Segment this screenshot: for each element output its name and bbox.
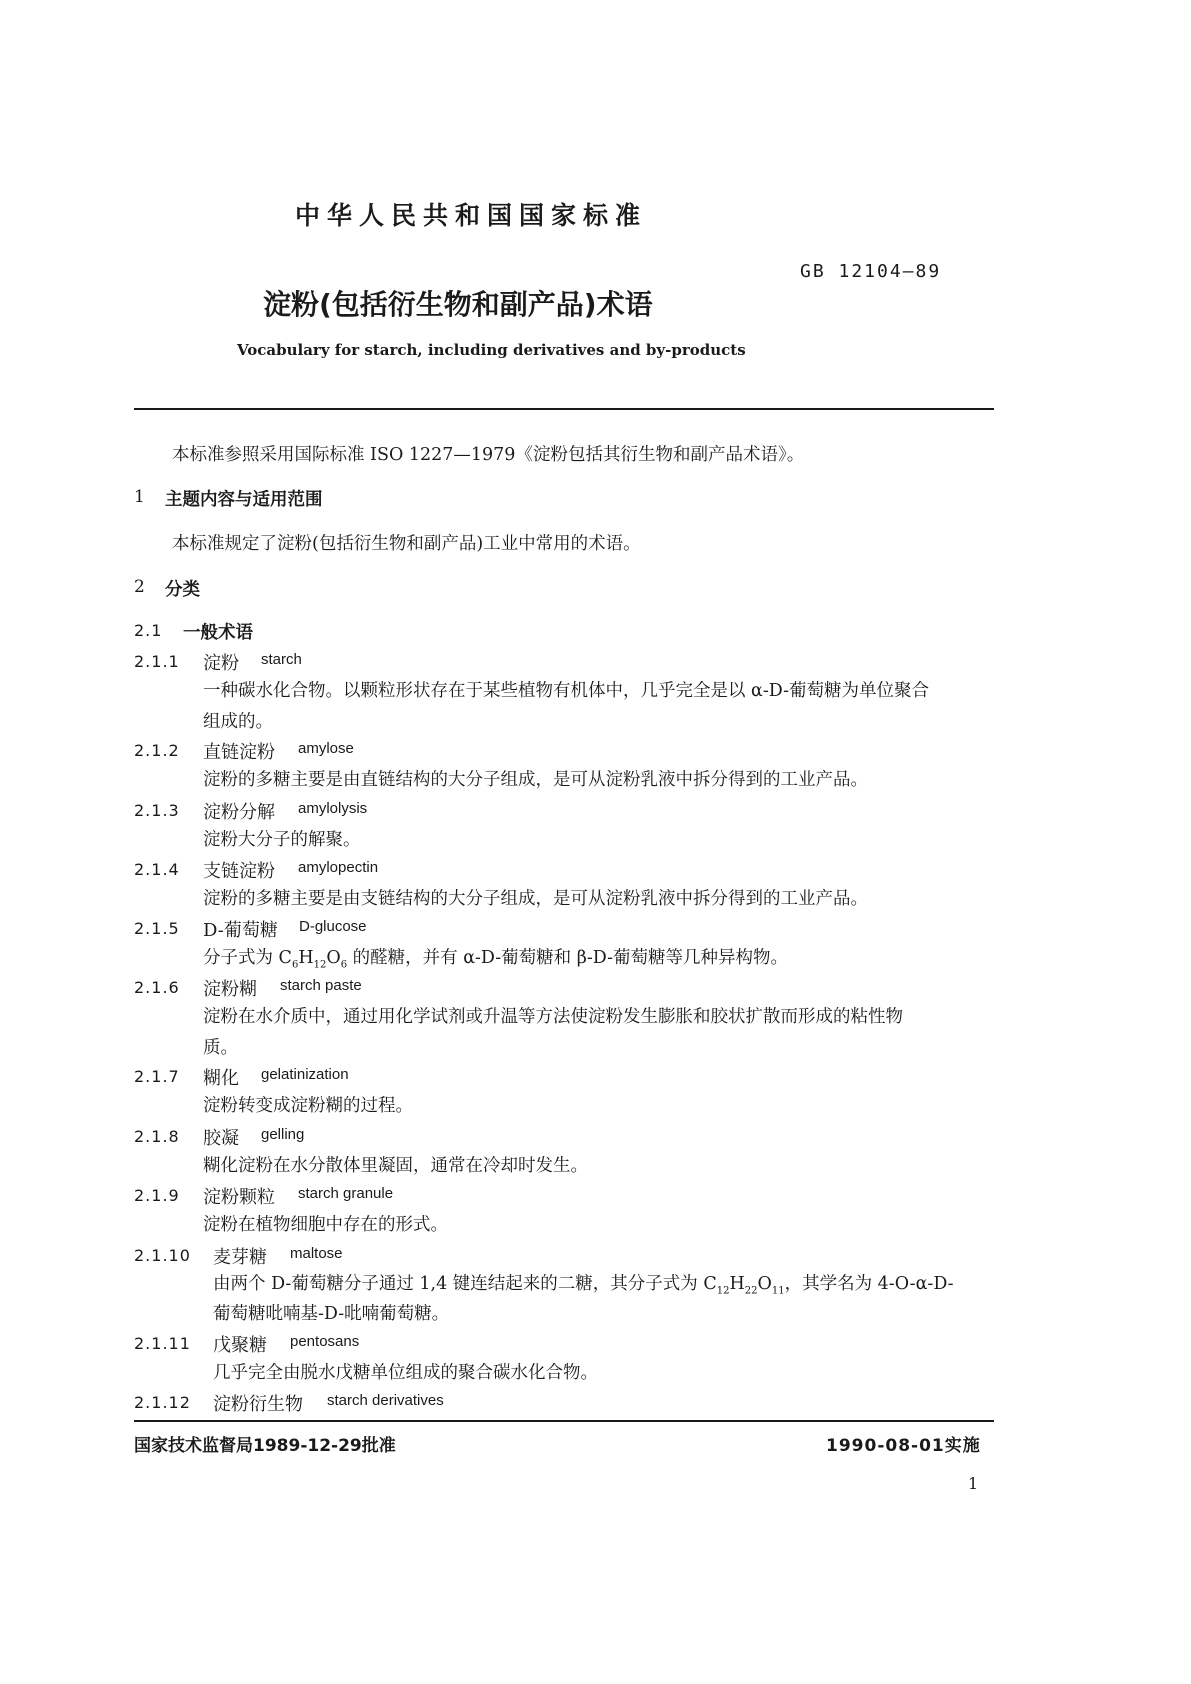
- section-1-number: 1: [134, 487, 145, 507]
- term-number: 2.1.9: [134, 1186, 180, 1205]
- term-definition: 淀粉在植物细胞中存在的形式。: [203, 1215, 448, 1235]
- term-number: 2.1.2: [134, 741, 180, 760]
- term-number: 2.1.1: [134, 652, 180, 671]
- term-english: maltose: [290, 1245, 343, 1262]
- effective-date: 1990-08-01实施: [826, 1436, 981, 1456]
- term-definition: 淀粉的多糖主要是由直链结构的大分子组成，是可从淀粉乳液中拆分得到的工业产品。: [203, 770, 868, 790]
- term-chinese: 直链淀粉: [203, 742, 275, 763]
- national-standard-heading: 中华人民共和国国家标准: [295, 201, 648, 230]
- document-title-english: Vocabulary for starch, including derivatives and by-products: [237, 341, 746, 359]
- term-english: pentosans: [290, 1333, 360, 1350]
- term-english: amylopectin: [298, 859, 379, 876]
- term-chinese: 淀粉衍生物: [213, 1394, 303, 1415]
- approval-text: 国家技术监督局1989-12-29批准: [134, 1436, 396, 1456]
- footer-rule: [134, 1420, 994, 1422]
- term-english: starch: [261, 651, 302, 668]
- term-chinese: 淀粉: [203, 653, 239, 674]
- section-2-1-number: 2.1: [134, 621, 163, 640]
- term-number: 2.1.7: [134, 1067, 180, 1086]
- term-english: starch paste: [280, 977, 362, 994]
- term-number: 2.1.5: [134, 919, 180, 938]
- term-english: amylose: [298, 740, 354, 757]
- term-definition: 淀粉在水介质中，通过用化学试剂或升温等方法使淀粉发生膨胀和胶状扩散而形成的粘性物: [203, 1007, 903, 1027]
- term-definition: 几乎完全由脱水戊糖单位组成的聚合碳水化合物。: [213, 1363, 598, 1383]
- term-number: 2.1.8: [134, 1127, 180, 1146]
- term-chinese: 胶凝: [203, 1128, 239, 1149]
- section-2-number: 2: [134, 577, 145, 597]
- term-number: 2.1.11: [134, 1334, 191, 1353]
- term-chinese: 戊聚糖: [213, 1335, 267, 1356]
- term-chinese: 支链淀粉: [203, 861, 275, 882]
- term-definition: 糊化淀粉在水分散体里凝固，通常在冷却时发生。: [203, 1156, 588, 1176]
- term-english: gelatinization: [261, 1066, 349, 1083]
- term-definition: 淀粉的多糖主要是由支链结构的大分子组成，是可从淀粉乳液中拆分得到的工业产品。: [203, 889, 868, 909]
- term-number: 2.1.3: [134, 801, 180, 820]
- term-definition: 一种碳水化合物。以颗粒形状存在于某些植物有机体中，几乎完全是以 α-D-葡萄糖为单位聚合: [203, 681, 930, 701]
- term-definition-continued: 组成的。: [203, 712, 273, 732]
- term-chinese: 糊化: [203, 1068, 239, 1089]
- term-english: starch granule: [298, 1185, 394, 1202]
- term-chinese: 淀粉分解: [203, 802, 275, 823]
- header-rule: [134, 408, 994, 410]
- term-definition-continued: 葡萄糖吡喃基-D-吡喃葡萄糖。: [213, 1304, 450, 1324]
- term-definition-continued: 质。: [203, 1038, 238, 1058]
- section-1-title: 主题内容与适用范围: [165, 490, 323, 510]
- term-definition: 淀粉大分子的解聚。: [203, 830, 361, 850]
- term-english: starch derivatives: [327, 1392, 444, 1409]
- standard-code: GB 12104—89: [800, 261, 942, 282]
- term-english: D-glucose: [299, 918, 367, 935]
- term-definition: 由两个 D-葡萄糖分子通过 1,4 键连结起来的二糖，其分子式为 $C_{12}H_{22}O_{11}$，其学名为 4-O-α-D-: [213, 1274, 954, 1297]
- section-2-1-title: 一般术语: [183, 623, 253, 643]
- term-chinese: 淀粉糊: [203, 979, 257, 1000]
- term-definition: 淀粉转变成淀粉糊的过程。: [203, 1096, 413, 1116]
- term-number: 2.1.6: [134, 978, 180, 997]
- section-1-text: 本标准规定了淀粉(包括衍生物和副产品)工业中常用的术语。: [172, 534, 641, 554]
- term-number: 2.1.4: [134, 860, 180, 879]
- section-2-title: 分类: [165, 580, 200, 600]
- term-definition: 分子式为 $C_6H_{12}O_6$ 的醛糖，并有 α-D-葡萄糖和 β-D-葡萄糖等几种异构物。: [203, 948, 789, 971]
- page-number: 1: [968, 1474, 979, 1493]
- term-chinese: 麦芽糖: [213, 1247, 267, 1268]
- document-title: 淀粉(包括衍生物和副产品)术语: [263, 288, 653, 321]
- term-number: 2.1.12: [134, 1393, 191, 1412]
- term-english: amylolysis: [298, 800, 368, 817]
- term-chinese: 淀粉颗粒: [203, 1187, 275, 1208]
- term-english: gelling: [261, 1126, 305, 1143]
- intro-text: 本标准参照采用国际标准 ISO 1227—1979《淀粉包括其衍生物和副产品术语》。: [172, 445, 805, 465]
- term-chinese: D-葡萄糖: [203, 920, 278, 941]
- term-number: 2.1.10: [134, 1246, 191, 1265]
